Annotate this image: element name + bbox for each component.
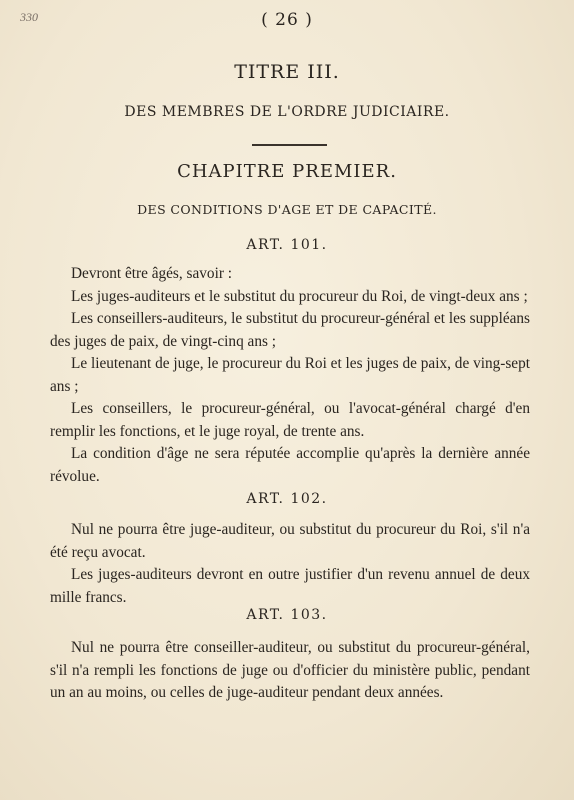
margin-annotation: 330: [20, 10, 38, 24]
section-divider: [252, 144, 327, 146]
paragraph: Nul ne pourra être juge-auditeur, ou substitut du procureur du Roi, s'il n'a été reçu avocat.: [50, 521, 530, 561]
paragraph: Les conseillers, le procureur-général, ou l'avocat-général chargé d'en remplir les fonctions, et le juge royal, de trente ans.: [50, 400, 530, 440]
article-101-heading: ART. 101.: [246, 237, 328, 253]
chapitre-subtitle: DES CONDITIONS D'AGE ET DE CAPACITÉ.: [137, 202, 437, 217]
page-number: ( 26 ): [261, 10, 313, 30]
article-102-body: [50, 519, 530, 609]
chapitre-heading: CHAPITRE PREMIER.: [177, 161, 397, 182]
paragraph: Les juges-auditeurs devront en outre justifier d'un revenu annuel de deux mille francs.: [50, 566, 530, 606]
article-103-body: [50, 637, 530, 705]
article-103-heading: ART. 103.: [246, 607, 328, 623]
article-101-body: [50, 263, 530, 488]
titre-heading: TITRE III.: [234, 61, 340, 83]
paragraph: Nul ne pourra être conseiller-auditeur, ou substitut du procureur-général, s'il n'a rempli les fonctions de juge ou d'officier du ministère public, pendant un an au moins, ou celles de juge-auditeur pendant deux années.: [50, 639, 530, 701]
titre-subtitle: DES MEMBRES DE L'ORDRE JUDICIAIRE.: [124, 104, 450, 120]
paragraph: Le lieutenant de juge, le procureur du Roi et les juges de paix, de ving-sept ans ;: [50, 355, 530, 395]
paragraph: La condition d'âge ne sera réputée accomplie qu'après la dernière année révolue.: [50, 445, 530, 485]
paragraph: Les conseillers-auditeurs, le substitut du procureur-général et les suppléans des juges de paix, de vingt-cinq ans ;: [50, 310, 530, 350]
paragraph: Les juges-auditeurs et le substitut du procureur du Roi, de vingt-deux ans ;: [71, 287, 528, 305]
paragraph: Devront être âgés, savoir :: [71, 265, 232, 282]
article-102-heading: ART. 102.: [246, 491, 328, 507]
